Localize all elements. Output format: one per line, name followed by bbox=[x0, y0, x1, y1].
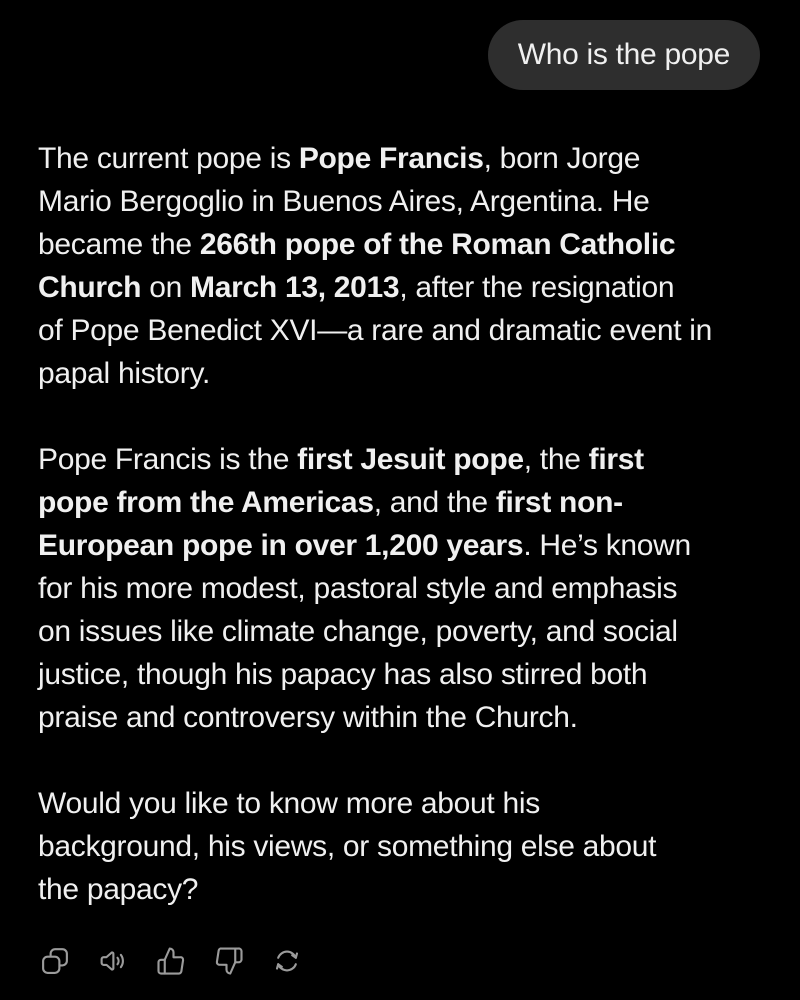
text-line: of Pope Benedict XVI—a rare and dramatic event in bbox=[38, 314, 713, 347]
text-line: on issues like climate change, poverty, and social bbox=[38, 615, 678, 648]
text-line: The current pope is Pope Francis, born Jorge bbox=[38, 142, 641, 175]
copy-button[interactable] bbox=[40, 946, 70, 976]
user-message-row bbox=[0, 0, 800, 90]
regenerate-button[interactable] bbox=[272, 946, 302, 976]
text-line: Church on March 13, 2013, after the resignation bbox=[38, 271, 675, 304]
refresh-icon bbox=[272, 946, 302, 976]
assistant-paragraph bbox=[38, 438, 800, 739]
bad-response-button[interactable] bbox=[214, 946, 244, 976]
thumbs-up-icon bbox=[156, 946, 186, 976]
text-line: became the 266th pope of the Roman Catholic bbox=[38, 228, 676, 261]
text-line: papal history. bbox=[38, 357, 211, 390]
message-action-bar bbox=[40, 946, 800, 976]
text-line: pope from the Americas, and the first non- bbox=[38, 486, 623, 519]
text-line: for his more modest, pastoral style and emphasis bbox=[38, 572, 678, 605]
good-response-button[interactable] bbox=[156, 946, 186, 976]
text-line: Would you like to know more about his bbox=[38, 787, 540, 820]
text-line: Pope Francis is the first Jesuit pope, the first bbox=[38, 443, 644, 476]
text-line: Mario Bergoglio in Buenos Aires, Argentina. He bbox=[38, 185, 650, 218]
speaker-icon bbox=[98, 946, 128, 976]
text-line: praise and controversy within the Church. bbox=[38, 701, 578, 734]
assistant-message bbox=[38, 137, 800, 911]
text-line: the papacy? bbox=[38, 873, 199, 906]
user-message-bubble[interactable]: Who is the pope bbox=[488, 20, 760, 90]
thumbs-down-icon bbox=[214, 946, 244, 976]
text-line: European pope in over 1,200 years. He’s known bbox=[38, 529, 691, 562]
text-line: background, his views, or something else about bbox=[38, 830, 657, 863]
assistant-paragraph bbox=[38, 782, 800, 911]
assistant-paragraph bbox=[38, 137, 800, 395]
text-line: justice, though his papacy has also stirred both bbox=[38, 658, 648, 691]
read-aloud-button[interactable] bbox=[98, 946, 128, 976]
copy-icon bbox=[40, 946, 70, 976]
